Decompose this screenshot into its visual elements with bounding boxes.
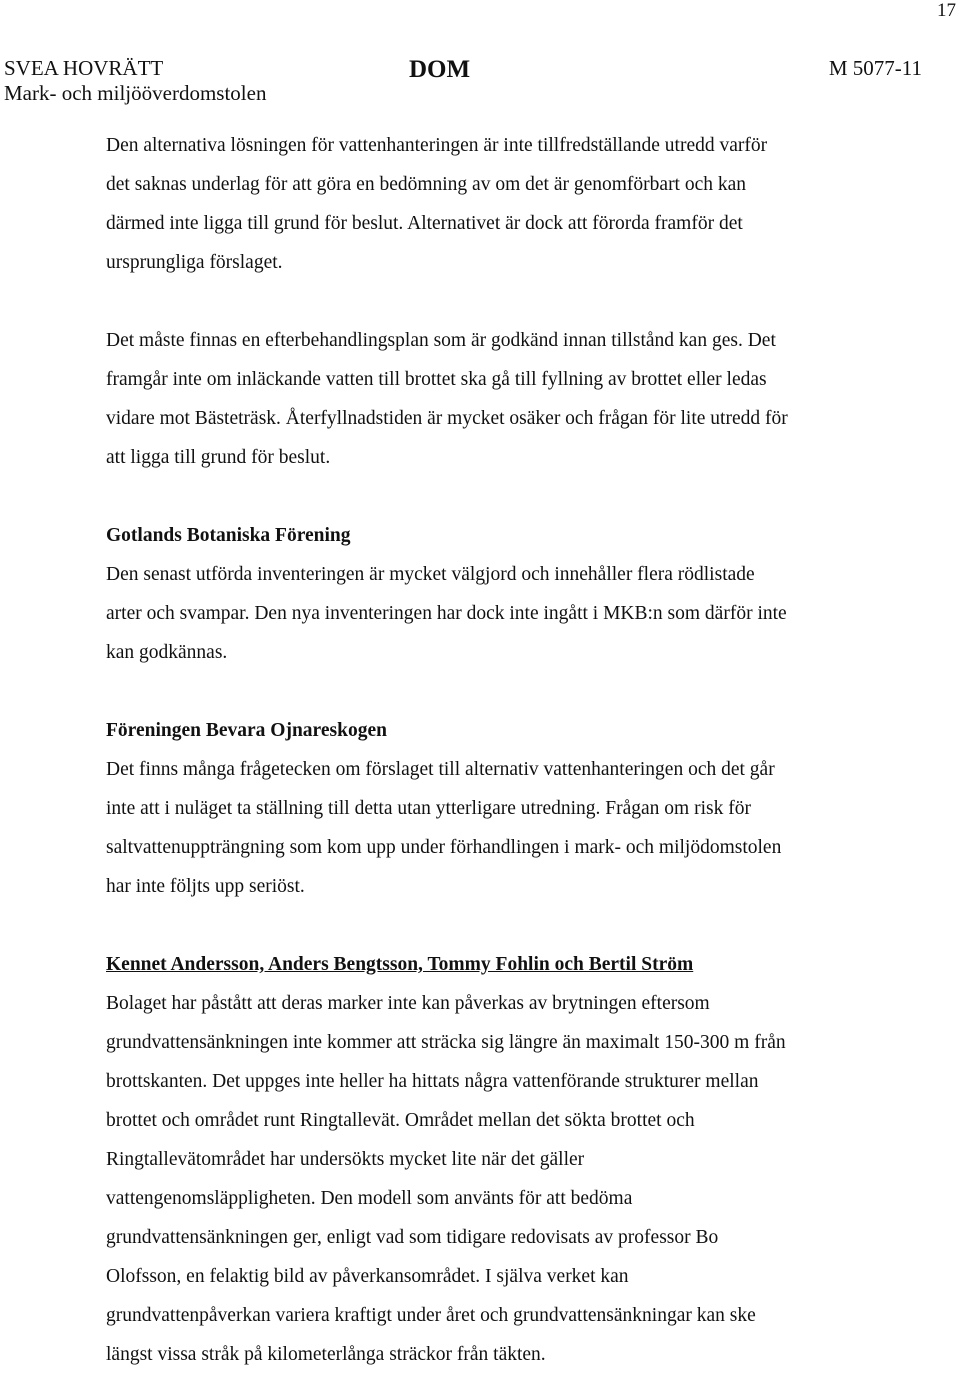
document-type: DOM: [409, 56, 471, 83]
text-line: vattengenomsläppligheten. Den modell som använts för att bedöma: [106, 1188, 633, 1209]
text-line: Det måste finnas en efterbehandlingsplan som är godkänd innan tillstånd kan ges. Det: [106, 330, 776, 351]
text-line: Det finns många frågetecken om förslaget till alternativ vattenhanteringen och det går: [106, 759, 775, 780]
text-line: har inte följts upp seriöst.: [106, 876, 305, 897]
page-number: 17: [937, 0, 956, 21]
header-court-block: [4, 56, 266, 106]
court-name: SVEA HOVRÄTT: [4, 56, 164, 80]
text-line: Olofsson, en felaktig bild av påverkansområdet. I själva verket kan: [106, 1266, 629, 1287]
text-line: brottet och området runt Ringtallevät. Området mellan det sökta brottet och: [106, 1110, 695, 1131]
section-heading-gotlands-botaniska-forening: Gotlands Botaniska Förening: [106, 525, 351, 546]
text-line: att ligga till grund för beslut.: [106, 447, 331, 468]
paragraph: [106, 750, 906, 906]
paragraph: [106, 555, 906, 672]
text-line: grundvattensänkningen inte kommer att sträcka sig längre än maximalt 150-300 m från: [106, 1032, 786, 1053]
text-line: saltvattenuppträngning som kom upp under förhandlingen i mark- och miljödomstolen: [106, 837, 782, 858]
paragraph-gap: [106, 672, 906, 711]
paragraph: [106, 321, 906, 477]
text-line: framgår inte om inläckande vatten till brottet ska gå till fyllning av brottet eller ledas: [106, 369, 767, 390]
text-line: kan godkännas.: [106, 642, 228, 663]
text-line: Den alternativa lösningen för vattenhanteringen är inte tillfredställande utredd varför: [106, 135, 768, 156]
text-line: vidare mot Bästeträsk. Återfyllnadstiden är mycket osäker och frågan för lite utredd för: [106, 408, 788, 429]
text-line: längst vissa stråk på kilometerlånga sträckor från täkten.: [106, 1344, 546, 1365]
paragraph: [106, 126, 906, 282]
text-line: inte att i nuläget ta ställning till detta utan ytterligare utredning. Frågan om risk för: [106, 798, 751, 819]
paragraph-gap: [106, 477, 906, 516]
text-line: grundvattensänkningen ger, enligt vad som tidigare redovisats av professor Bo: [106, 1227, 719, 1248]
text-line: brottskanten. Det uppges inte heller ha hittats några vattenförande strukturer mellan: [106, 1071, 759, 1092]
case-number: M 5077-11: [828, 56, 922, 80]
text-line: det saknas underlag för att göra en bedömning av om det är genomförbart och kan: [106, 174, 747, 195]
text-line: grundvattenpåverkan variera kraftigt under året och grundvattensänkningar kan ske: [106, 1305, 756, 1326]
paragraph-gap: [106, 282, 906, 321]
text-line: arter och svampar. Den nya inventeringen har dock inte ingått i MKB:n som därför inte: [106, 603, 787, 624]
text-line: Den senast utförda inventeringen är mycket välgjord och innehåller flera rödlistade: [106, 564, 755, 585]
document-body: [106, 126, 906, 1374]
section-heading-kennet-andersson-et-al: Kennet Andersson, Anders Bengtsson, Tommy Fohlin och Bertil Ström: [106, 954, 694, 975]
paragraph: [106, 984, 906, 1374]
section-heading-foreningen-bevara-ojnareskogen: Föreningen Bevara Ojnareskogen: [106, 720, 387, 741]
text-line: Ringtallevätområdet har undersökts mycket lite när det gäller: [106, 1149, 585, 1170]
paragraph-gap: [106, 906, 906, 945]
text-line: därmed inte ligga till grund för beslut. Alternativet är dock att förorda framför det: [106, 213, 743, 234]
text-line: ursprungliga förslaget.: [106, 252, 283, 273]
court-division: Mark- och miljööverdomstolen: [4, 81, 267, 105]
text-line: Bolaget har påstått att deras marker inte kan påverkas av brytningen eftersom: [106, 993, 710, 1014]
